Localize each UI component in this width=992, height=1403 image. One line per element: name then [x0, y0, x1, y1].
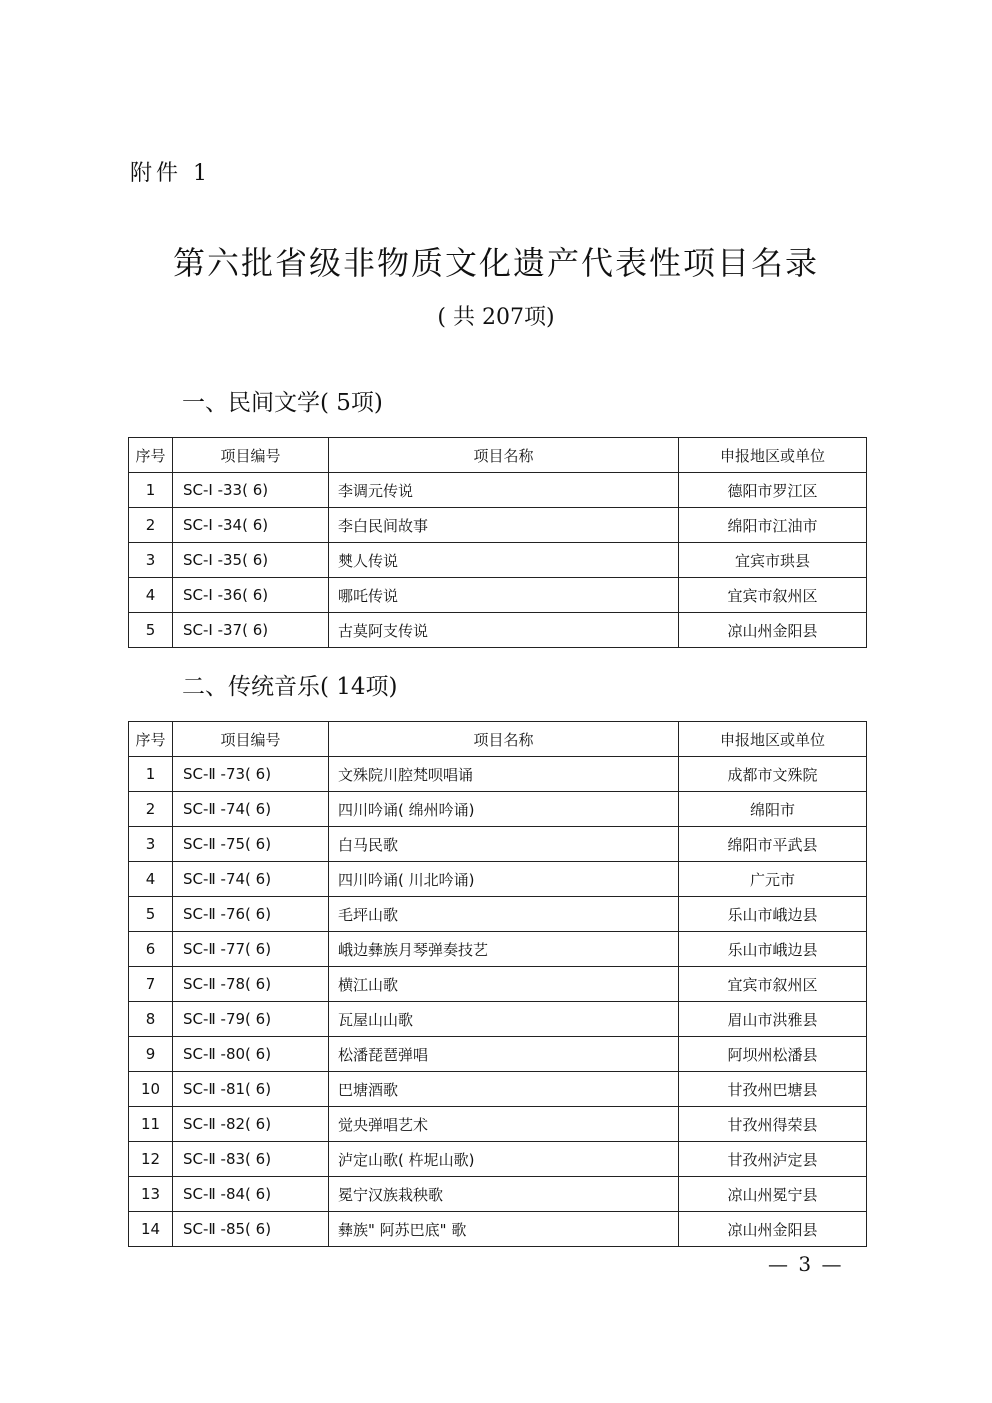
project-name: 瓦屋山山歌 [329, 1002, 679, 1037]
project-region: 凉山州金阳县 [679, 613, 867, 648]
project-name: 李白民间故事 [329, 508, 679, 543]
row-number: 4 [129, 578, 173, 613]
project-region: 甘孜州泸定县 [679, 1142, 867, 1177]
row-number: 6 [129, 932, 173, 967]
row-number: 10 [129, 1072, 173, 1107]
column-header-region: 申报地区或单位 [679, 722, 867, 757]
table-row [129, 932, 867, 967]
project-code: SC-Ⅱ -76( 6) [173, 897, 329, 932]
table-row [129, 897, 867, 932]
project-code: SC-Ⅰ -35( 6) [173, 543, 329, 578]
row-number: 5 [129, 613, 173, 648]
project-region: 凉山州冕宁县 [679, 1177, 867, 1212]
project-code: SC-Ⅱ -79( 6) [173, 1002, 329, 1037]
table-row [129, 792, 867, 827]
table-row [129, 757, 867, 792]
column-header-no: 序号 [129, 722, 173, 757]
project-region: 绵阳市江油市 [679, 508, 867, 543]
project-name: 松潘琵琶弹唱 [329, 1037, 679, 1072]
table-row [129, 967, 867, 1002]
project-code: SC-Ⅱ -73( 6) [173, 757, 329, 792]
project-name: 冕宁汉族栽秧歌 [329, 1177, 679, 1212]
row-number: 1 [129, 473, 173, 508]
column-header-region: 申报地区或单位 [679, 438, 867, 473]
project-region: 成都市文殊院 [679, 757, 867, 792]
table-row [129, 508, 867, 543]
row-number: 14 [129, 1212, 173, 1247]
column-header-no: 序号 [129, 438, 173, 473]
column-header-name: 项目名称 [329, 722, 679, 757]
project-code: SC-Ⅱ -83( 6) [173, 1142, 329, 1177]
table-row [129, 578, 867, 613]
row-number: 2 [129, 508, 173, 543]
project-region: 凉山州金阳县 [679, 1212, 867, 1247]
table-row [129, 1177, 867, 1212]
table-row [129, 862, 867, 897]
row-number: 9 [129, 1037, 173, 1072]
project-region: 甘孜州得荣县 [679, 1107, 867, 1142]
document-subtitle: ( 共 207项) [437, 305, 555, 330]
table-row [129, 1212, 867, 1247]
project-code: SC-Ⅱ -74( 6) [173, 862, 329, 897]
project-name: 四川吟诵( 绵州吟诵) [329, 792, 679, 827]
project-name: 古莫阿支传说 [329, 613, 679, 648]
project-region: 宜宾市珙县 [679, 543, 867, 578]
project-name: 文殊院川腔梵呗唱诵 [329, 757, 679, 792]
row-number: 11 [129, 1107, 173, 1142]
table-row [129, 543, 867, 578]
project-region: 绵阳市 [679, 792, 867, 827]
traditional-music-table [128, 721, 867, 1247]
table-row [129, 1002, 867, 1037]
row-number: 5 [129, 897, 173, 932]
project-name: 泸定山歌( 杵坭山歌) [329, 1142, 679, 1177]
row-number: 7 [129, 967, 173, 1002]
project-code: SC-Ⅱ -75( 6) [173, 827, 329, 862]
project-code: SC-Ⅱ -77( 6) [173, 932, 329, 967]
folk-literature-table [128, 437, 867, 648]
project-name: 哪吒传说 [329, 578, 679, 613]
project-name: 白马民歌 [329, 827, 679, 862]
document-title: 第六批省级非物质文化遗产代表性项目名录 [172, 244, 819, 282]
project-name: 李调元传说 [329, 473, 679, 508]
project-code: SC-Ⅱ -78( 6) [173, 967, 329, 1002]
row-number: 13 [129, 1177, 173, 1212]
row-number: 8 [129, 1002, 173, 1037]
project-code: SC-Ⅱ -82( 6) [173, 1107, 329, 1142]
project-region: 德阳市罗江区 [679, 473, 867, 508]
project-code: SC-Ⅰ -37( 6) [173, 613, 329, 648]
table-row [129, 1037, 867, 1072]
project-region: 宜宾市叙州区 [679, 578, 867, 613]
project-name: 四川吟诵( 川北吟诵) [329, 862, 679, 897]
project-region: 绵阳市平武县 [679, 827, 867, 862]
table-header-row [129, 438, 867, 473]
project-region: 眉山市洪雅县 [679, 1002, 867, 1037]
project-region: 阿坝州松潘县 [679, 1037, 867, 1072]
project-code: SC-Ⅱ -85( 6) [173, 1212, 329, 1247]
project-name: 巴塘酒歌 [329, 1072, 679, 1107]
project-code: SC-Ⅱ -80( 6) [173, 1037, 329, 1072]
table-header-row [129, 722, 867, 757]
project-code: SC-Ⅰ -33( 6) [173, 473, 329, 508]
row-number: 12 [129, 1142, 173, 1177]
project-code: SC-Ⅱ -84( 6) [173, 1177, 329, 1212]
project-name: 毛坪山歌 [329, 897, 679, 932]
table-row [129, 1142, 867, 1177]
column-header-code: 项目编号 [173, 722, 329, 757]
row-number: 3 [129, 827, 173, 862]
project-region: 乐山市峨边县 [679, 932, 867, 967]
project-name: 觉央弹唱艺术 [329, 1107, 679, 1142]
column-header-code: 项目编号 [173, 438, 329, 473]
project-region: 甘孜州巴塘县 [679, 1072, 867, 1107]
row-number: 4 [129, 862, 173, 897]
row-number: 3 [129, 543, 173, 578]
project-code: SC-Ⅱ -81( 6) [173, 1072, 329, 1107]
project-code: SC-Ⅱ -74( 6) [173, 792, 329, 827]
attachment-label: 附件 1 [130, 161, 211, 186]
page-number: — 3 — [768, 1252, 844, 1276]
column-header-name: 项目名称 [329, 438, 679, 473]
project-name: 僰人传说 [329, 543, 679, 578]
section-title-traditional-music: 二、传统音乐( 14项) [182, 674, 398, 700]
row-number: 2 [129, 792, 173, 827]
table-row [129, 827, 867, 862]
table-row [129, 613, 867, 648]
project-name: 峨边彝族月琴弹奏技艺 [329, 932, 679, 967]
section-title-folk-literature: 一、民间文学( 5项) [182, 390, 383, 416]
project-name: 彝族" 阿苏巴底" 歌 [329, 1212, 679, 1247]
project-code: SC-Ⅰ -36( 6) [173, 578, 329, 613]
project-code: SC-Ⅰ -34( 6) [173, 508, 329, 543]
project-region: 宜宾市叙州区 [679, 967, 867, 1002]
project-region: 乐山市峨边县 [679, 897, 867, 932]
project-region: 广元市 [679, 862, 867, 897]
table-row [129, 1072, 867, 1107]
row-number: 1 [129, 757, 173, 792]
project-name: 横江山歌 [329, 967, 679, 1002]
table-row [129, 1107, 867, 1142]
table-row [129, 473, 867, 508]
